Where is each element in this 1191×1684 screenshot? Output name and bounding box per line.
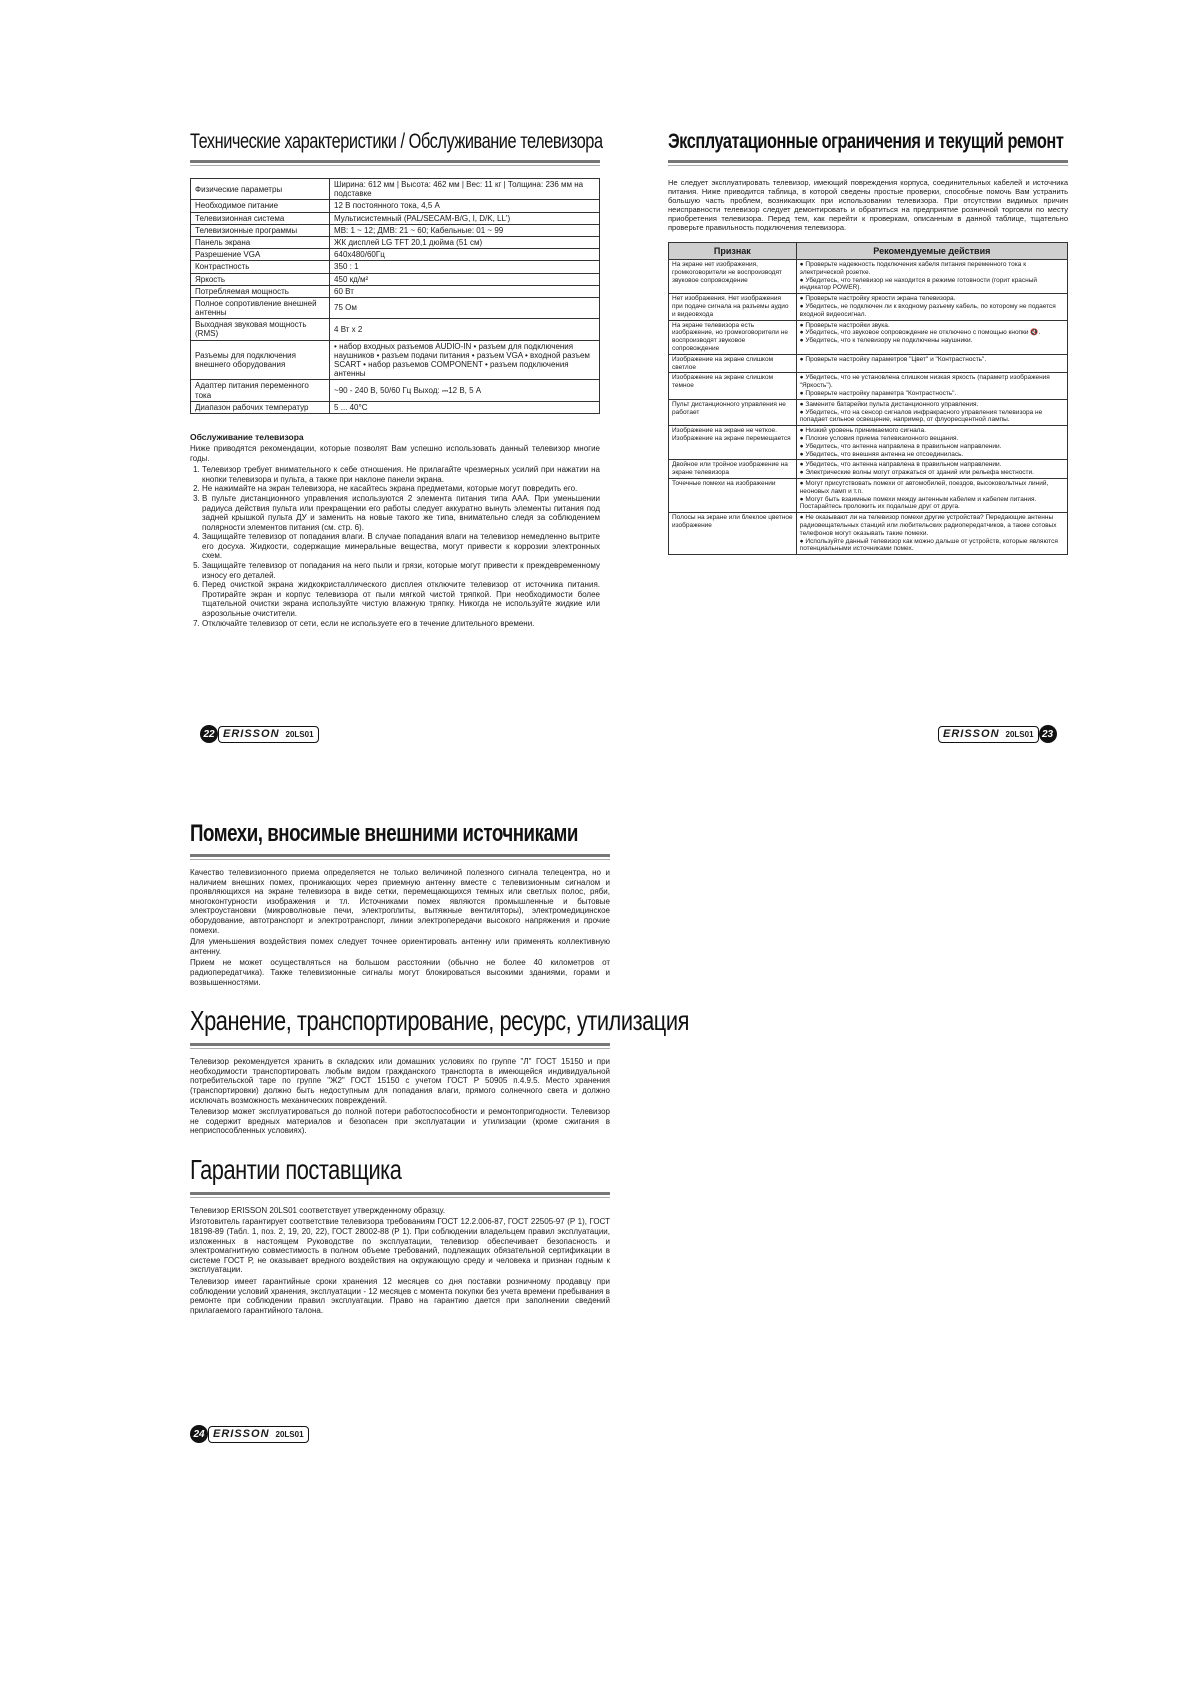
intro-text: Не следует эксплуатировать телевизор, имеющий повреждения корпуса, соединительных кабелей и источника питания. Ниже приводится таблица, в которой сведены простые проверки, способные помочь Вам устранить большую часть проблем, возникающих при использовании телевизора. При отсутствии видимых причин неисправности телевизор следует демонтировать и обратиться на предприятие розничной торговли по месту приобретения телевизора. Перед тем, как перейти к проверкам, описанным в данной таблице, тщательно проверьте правильность подключения телевизора. xyxy=(668,178,1068,232)
action-item: ● Замените батарейки пульта дистанционного управления. xyxy=(799,400,979,408)
action-cell xyxy=(796,426,1067,460)
section-title: Помехи, вносимые внешними источниками xyxy=(190,820,578,847)
spec-key: Яркость xyxy=(191,273,330,285)
spec-key: Диапазон рабочих температур xyxy=(191,401,330,413)
spec-row xyxy=(191,224,600,236)
action-item: ● Проверьте настройку яркости экрана телевизора. xyxy=(799,295,956,303)
spec-key: Разъемы для подключения внешнего оборудования xyxy=(191,340,330,380)
section-paragraph: Телевизор может эксплуатироваться до полной потери работоспособности и ремонтопригодности. Телевизор не содержит вредных материалов и безопасен при эксплуатации и утилизации (кроме сжигания в неприспособленных условиях). xyxy=(190,1107,610,1136)
list-item: 1. Телевизор требует внимательного к себе отношения. Не прилагайте чрезмерных усилий при нажатии на кнопки телевизора и пульта, а также при наклоне панели экрана. xyxy=(202,465,600,484)
spec-value: • набор входных разъемов AUDIO-IN • разъем для подключения наушников • разъем подачи питания • разъем VGA • входной разъем SCART • набор разъемов COMPONENT • разъем подключения антенны xyxy=(330,340,600,380)
page-number-badge: 22 xyxy=(200,725,218,743)
spec-row xyxy=(191,319,600,340)
action-cell xyxy=(796,513,1067,555)
spec-value: 640х480/60Гц xyxy=(330,249,600,261)
symptom-cell: Пульт дистанционного управления не работает xyxy=(669,399,797,425)
spec-value: МВ: 1 ~ 12; ДМВ: 21 ~ 60; Кабельные: 01 ~ 99 xyxy=(330,224,600,236)
table-row xyxy=(669,294,1068,320)
symptom-cell: Точечные помехи на изображении xyxy=(669,478,797,512)
title-rule xyxy=(190,1192,610,1198)
table-row xyxy=(669,373,1068,399)
brand-name: ERISSON xyxy=(223,728,280,740)
action-item: ● Проверьте настройку параметров "Цвет" и "Контрастность". xyxy=(799,355,987,363)
spec-key: Полное сопротивление внешней антенны xyxy=(191,297,330,318)
symptom-cell: Изображение на экране слишком темное xyxy=(669,373,797,399)
action-item: ● Низкий уровень принимаемого сигнала. xyxy=(799,427,926,435)
symptom-cell: Полосы на экране или блеклое цветное изображение xyxy=(669,513,797,555)
action-item: ● Убедитесь, не подключен ли к входному разъему кабель, по которому не подается входной видеосигнал. xyxy=(799,302,1056,318)
maintenance-heading: Обслуживание телевизора xyxy=(190,431,304,442)
spec-row xyxy=(191,340,600,380)
action-item: ● Убедитесь, что телевизор не находится в режиме готовности (горит красный индикатор POWER). xyxy=(799,276,1037,292)
section-title: Гарантии поставщика xyxy=(190,1153,402,1185)
symptom-cell: Изображение на экране слишком светлое xyxy=(669,354,797,373)
title-rule xyxy=(190,854,610,860)
spec-value: ~90 - 240 В, 50/60 Гц Выход: ⎓12 В, 5 А xyxy=(330,380,600,401)
action-cell xyxy=(796,260,1067,294)
table-header-row xyxy=(669,243,1068,260)
table-row xyxy=(669,426,1068,460)
action-cell xyxy=(796,373,1067,399)
spec-row xyxy=(191,249,600,261)
symptom-cell: На экране нет изображения, громкоговорители не воспроизводят звуковое сопровождение xyxy=(669,260,797,294)
symptom-cell: Нет изображения. Нет изображения при подаче сигнала на разъемы аудио и видеовхода xyxy=(669,294,797,320)
spec-key: Телевизионные программы xyxy=(191,224,330,236)
list-item: 4. Защищайте телевизор от попадания влаги. В случае попадания влаги на телевизор немедленно вытрите его досуха. Жидкости, содержащие минеральные вещества, могут привести к коррозии электронных схем. xyxy=(202,532,600,561)
maintenance-intro: Ниже приводятся рекомендации, которые позволят Вам успешно использовать данный телевизор многие годы. xyxy=(190,443,600,463)
section-title: Хранение, транспортирование, ресурс, утилизация xyxy=(190,1005,689,1037)
page-title: Эксплуатационные ограничения и текущий ремонт xyxy=(668,130,1064,153)
page-22 xyxy=(190,130,603,628)
maintenance-list xyxy=(190,465,600,628)
spec-value: Ширина: 612 мм | Высота: 462 мм | Вес: 11 кг | Толщина: 236 мм на подставке xyxy=(330,179,600,200)
footer-23 xyxy=(938,725,1057,743)
footer-24 xyxy=(190,1425,309,1443)
spec-row xyxy=(191,179,600,200)
table-row xyxy=(669,460,1068,479)
spec-row xyxy=(191,297,600,318)
list-item: 3. В пульте дистанционного управления используются 2 элемента питания типа ААА. При уменьшении радиуса действия пульта или прекращении его работы следует аккуратно вынуть элементы питания под задней крышкой пульта ДУ и заменить на новые такого же типа, внимательно следя за соблюдением полярности элементов питания (см. стр. 6). xyxy=(202,494,600,532)
list-item: 6. Перед очисткой экрана жидкокристаллического дисплея отключите телевизор от источника питания. Протирайте экран и корпус телевизора от пыли мягкой чистой тряпкой. При необходимости более тщательной очистки экрана используйте чистую влажную тряпку. Никогда не используйте жидкие или аэрозольные очистители. xyxy=(202,580,600,618)
page-23 xyxy=(668,130,1068,555)
section-paragraph: Качество телевизионного приема определяется не только величиной полезного сигнала телецентра, но и наличием внешних помех, проникающих через приемную антенну вместе с телевизионным сигналом и проявляющихся на экране телевизора в виде сетки, перемещающихся темных или светлых полос, ряби, многоконтурности изображения и тл. Источниками помех являются промышленные и бытовые электроустановки (микроволновые печи, электроплиты, вытяжные вентиляторы), электромедицинское оборудование, автотранспорт и электротранспорт, линии электропередачи высокого напряжения и прочие помехи. xyxy=(190,868,610,935)
action-item: ● Не оказывают ли на телевизор помехи другие устройства? Передающие антенны радиовещательных станций или любительских радиопередатчиков, а также сотовых телефонов могут оказывать такие помехи. xyxy=(799,514,1057,537)
spec-value: Мультисистемный (PAL/SECAM-B/G, I, D/K, LL') xyxy=(330,212,600,224)
spec-key: Телевизионная система xyxy=(191,212,330,224)
title-rule xyxy=(190,1043,610,1049)
action-cell xyxy=(796,354,1067,373)
brand-logo xyxy=(208,1426,309,1443)
model-name: 20LS01 xyxy=(1005,729,1034,739)
spec-key: Разрешение VGA xyxy=(191,249,330,261)
action-cell xyxy=(796,399,1067,425)
spec-value: 12 В постоянного тока, 4,5 А xyxy=(330,200,600,212)
spec-value: 75 Ом xyxy=(330,297,600,318)
spec-row xyxy=(191,236,600,248)
troubleshooting-table xyxy=(668,242,1068,555)
spec-value: 350 : 1 xyxy=(330,261,600,273)
list-item: 7. Отключайте телевизор от сети, если не используете его в течение длительного времени. xyxy=(202,619,600,629)
header-symptom: Признак xyxy=(669,243,797,260)
action-item: ● Проверьте настройки звука. xyxy=(799,321,890,329)
spec-key: Потребляемая мощность xyxy=(191,285,330,297)
title-rule xyxy=(668,160,1068,166)
spec-key: Физические параметры xyxy=(191,179,330,200)
footer-22 xyxy=(200,725,319,743)
section-paragraph: Телевизор рекомендуется хранить в складских или домашних условиях по группе "Л" ГОСТ 15150 и при необходимости транспортировать любым видом гражданского транспорта в имеющейся индивидуальной потребительской таре по группе "Ж2" ГОСТ 15150 с учетом ГОСТ Р 50905 п.4.9.5. Место хранения (транспортировки) должно быть недоступным для попадания влаги, прямого солнечного света и должно исключать возможность механических повреждений. xyxy=(190,1057,610,1105)
spec-row xyxy=(191,285,600,297)
action-item: ● Убедитесь, что антенна направлена в правильном направлении. xyxy=(799,442,1002,450)
action-item: ● Электрические волны могут отражаться от зданий или рельефа местности. xyxy=(799,469,1034,477)
table-row xyxy=(669,260,1068,294)
spec-row xyxy=(191,401,600,413)
action-cell xyxy=(796,460,1067,479)
action-item: ● Убедитесь, что не установлена слишком низкая яркость (параметр изображения "Яркость"). xyxy=(799,374,1050,390)
action-item: ● Убедитесь, что внешняя антенна не отсоединилась. xyxy=(799,450,964,458)
action-item: ● Убедитесь, что к телевизору не подключены наушники. xyxy=(799,337,973,345)
section-paragraph: Телевизор имеет гарантийные сроки хранения 12 месяцев со дня поставки розничному продавцу при соблюдении условий хранения, эксплуатации - 12 месяцев с момента покупки без учета времени пребывания в ремонте при соблюдении правил эксплуатации. Право на гарантию дается при заполнении сведений прилагаемого гарантийного талона. xyxy=(190,1277,610,1315)
spec-row xyxy=(191,380,600,401)
table-row xyxy=(669,478,1068,512)
spec-value: 5 ... 40°C xyxy=(330,401,600,413)
action-cell xyxy=(796,294,1067,320)
brand-name: ERISSON xyxy=(943,728,1000,740)
spec-row xyxy=(191,273,600,285)
section-paragraph: Изготовитель гарантирует соответствие телевизора требованиям ГОСТ 12.2.006-87, ГОСТ 22505-97 (Р 1), ГОСТ 18198-89 (Табл. 1, поз. 2, 19, 20, 22), ГОСТ 28002-88 (Р 1). При соблюдении владельцем правил эксплуатации, изложенных в настоящем Руководстве по эксплуатации, телевизор обеспечивает безопасность и электромагнитную совместимость в полном объеме требований, подлежащих обязательной сертификации в системе ГОСТ Р, не оказывает вредного воздействия на окружающую среду и человека и признан годным к эксплуатации. xyxy=(190,1217,610,1275)
brand-logo xyxy=(218,726,319,743)
title-rule xyxy=(190,160,600,166)
symptom-cell: Изображение на экране не четкое. Изображение на экране перемещается xyxy=(669,426,797,460)
table-row xyxy=(669,399,1068,425)
spec-key: Панель экрана xyxy=(191,236,330,248)
brand-name: ERISSON xyxy=(213,1428,270,1440)
spec-row xyxy=(191,261,600,273)
spec-key: Контрастность xyxy=(191,261,330,273)
model-name: 20LS01 xyxy=(285,729,314,739)
spec-value: 60 Вт xyxy=(330,285,600,297)
spec-row xyxy=(191,200,600,212)
spec-key: Необходимое питание xyxy=(191,200,330,212)
action-item: ● Проверьте настройку параметра "Контрастность". xyxy=(799,389,957,397)
spec-value: 450 кд/м² xyxy=(330,273,600,285)
action-cell xyxy=(796,320,1067,354)
spec-value: ЖК дисплей LG TFT 20,1 дюйма (51 см) xyxy=(330,236,600,248)
spec-key: Адаптер питания переменного тока xyxy=(191,380,330,401)
section-paragraph: Прием не может осуществляться на большом расстоянии (обычно не более 40 километров от радиопередатчика). Также телевизионные сигналы могут блокироваться высокими зданиями, горами и возвышенностями. xyxy=(190,958,610,987)
model-name: 20LS01 xyxy=(275,1429,304,1439)
symptom-cell: На экране телевизора есть изображение, но громкоговорители не воспроизводят звуковое сопровождение xyxy=(669,320,797,354)
action-item: ● Убедитесь, что антенна направлена в правильном направлении. xyxy=(799,461,1002,469)
symptom-cell: Двойное или тройное изображение на экране телевизора xyxy=(669,460,797,479)
page-number-badge: 23 xyxy=(1039,725,1057,743)
action-cell xyxy=(796,478,1067,512)
spec-table xyxy=(190,178,600,414)
page-title: Технические характеристики / Обслуживание телевизора xyxy=(190,130,603,153)
brand-logo xyxy=(938,726,1039,743)
action-item: ● Плохие условия приема телевизионного вещания. xyxy=(799,434,959,442)
spec-value: 4 Вт х 2 xyxy=(330,319,600,340)
list-item: 2. Не нажимайте на экран телевизора, не касайтесь экрана предметами, которые могут повредить его. xyxy=(202,484,600,494)
spec-key: Выходная звуковая мощность (RMS) xyxy=(191,319,330,340)
spec-row xyxy=(191,212,600,224)
action-item: ● Используйте данный телевизор как можно дальше от устройств, которые являются потенциальными источниками помех. xyxy=(799,537,1058,553)
action-item: ● Убедитесь, что на сенсор сигналов инфракрасного управления телевизора не попадает сильное освещение, например, от флуоресцентной лампы. xyxy=(799,408,1043,424)
action-item: ● Убедитесь, что звуковое сопровождение не отключено с помощью кнопки 🔇. xyxy=(799,329,1041,337)
page-24 xyxy=(190,820,689,1317)
section-paragraph: Телевизор ERISSON 20LS01 соответствует утвержденному образцу. xyxy=(190,1205,446,1215)
action-item: ● Могут присутствовать помехи от автомобилей, поездов, высоковольтных линий, неоновых ламп и т.п. xyxy=(799,479,1049,495)
action-item: ● Проверьте надежность подключения кабеля питания переменного тока к электрической розетке. xyxy=(799,261,1027,276)
list-item: 5. Защищайте телевизор от попадания на него пыли и грязи, которые могут привести к преждевременному износу его деталей. xyxy=(202,561,600,580)
table-row xyxy=(669,320,1068,354)
page-number-badge: 24 xyxy=(190,1425,208,1443)
action-item: ● Могут быть взаимные помехи между антенным кабелем и кабелем питания. Постарайтесь проложить их подальше друг от друга. xyxy=(799,495,1037,511)
table-row xyxy=(669,513,1068,555)
section-paragraph: Для уменьшения воздействия помех следует точнее ориентировать антенну или применять коллективную антенну. xyxy=(190,937,610,956)
table-row xyxy=(669,354,1068,373)
header-action: Рекомендуемые действия xyxy=(796,243,1067,260)
